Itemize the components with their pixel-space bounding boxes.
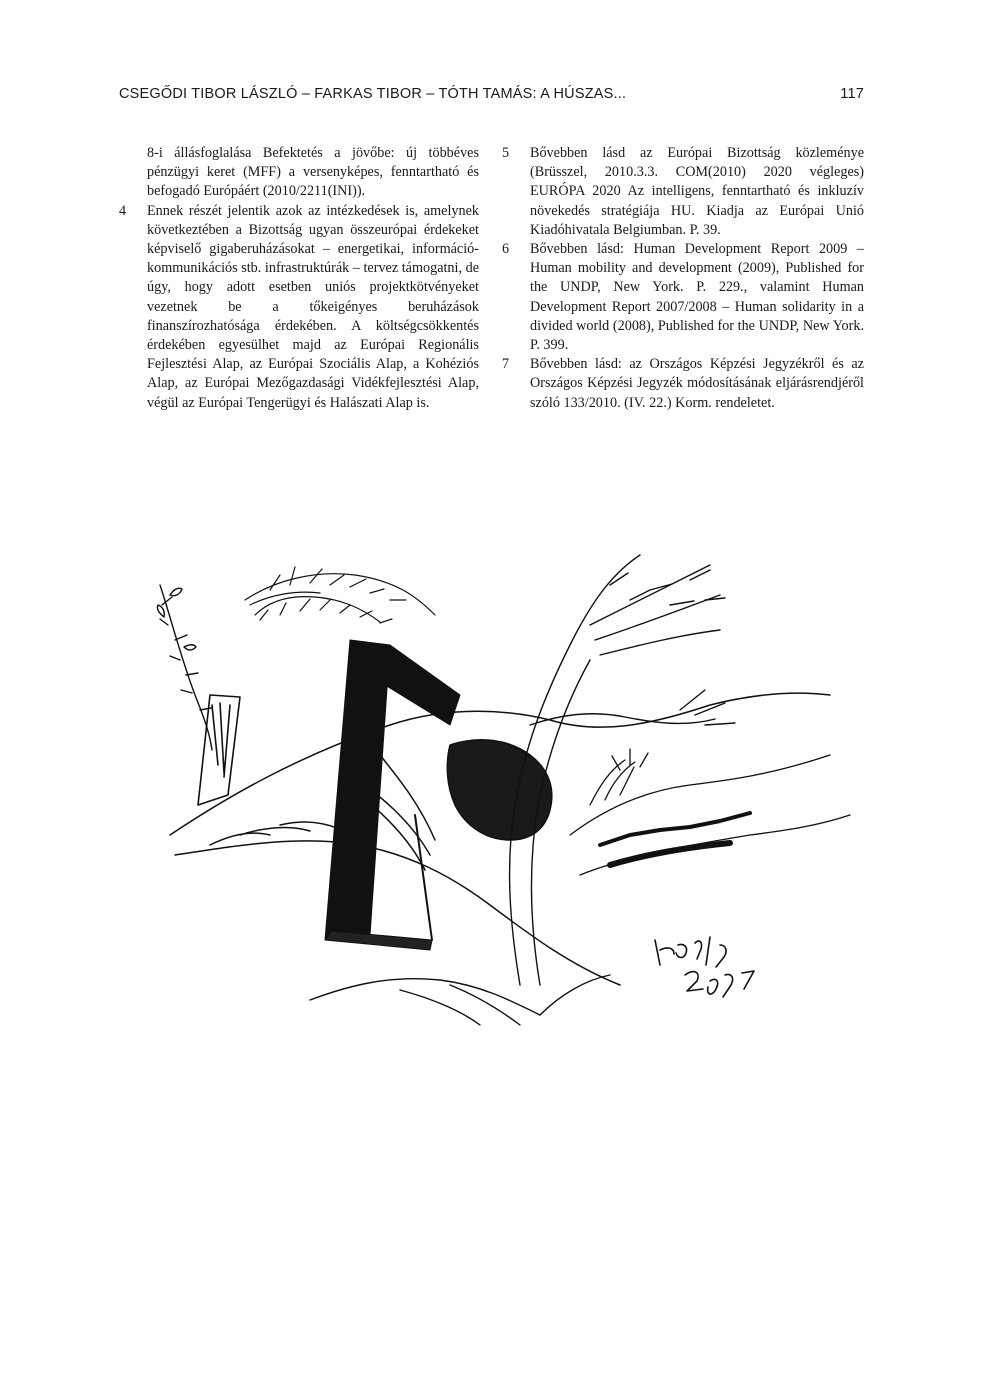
sprig-left — [157, 585, 212, 750]
footnote-text: Bővebben lásd: Human Development Report 2009 – Human mobility and development (2009), Published for the UNDP, New York. P. 229., valamint Human Development Report 2007/2008 – Human solidarity in a divided world (2008), Published for the UNDP, New York. P. 399. — [530, 241, 864, 354]
right-column — [502, 144, 864, 413]
running-head — [119, 86, 864, 108]
footnote-number: 7 — [502, 356, 510, 373]
footnote-text: Bővebben lásd az Európai Bizottság közleménye (Brüsszel, 2010.3.3. COM(2010) 2020 végleges) EURÓPA 2020 Az intelligens, fenntartható és inkluzív növekedés stratégiája HU. Kiadja az Európai Unió Kiadóhivatala Belgiumban. P. 39. — [530, 145, 864, 238]
footnote-continuation-text: 8-i állásfoglalása Befektetés a jövőbe: új többéves pénzügyi keret (MFF) a versenyképes, fenntartható és befogadó Európáért (2010/2211(INI)). — [147, 145, 479, 200]
footnote-text: Bővebben lásd: az Országos Képzési Jegyzékről és az Országos Képzési Jegyzék módosításának eljárásrendjéről szóló 133/2010. (IV. 22.) Korm. rendeletet. — [530, 356, 864, 411]
ink-illustration — [150, 545, 890, 1045]
footnote-4 — [119, 202, 479, 413]
roots-bottom — [310, 975, 610, 1025]
post-left — [198, 695, 240, 805]
footnote-number: 4 — [119, 202, 127, 219]
footnote-number: 5 — [502, 145, 510, 161]
artist-signature — [655, 937, 754, 997]
figure-body — [170, 693, 830, 985]
foliage-lower-right — [570, 749, 850, 875]
running-title: CSEGŐDI TIBOR LÁSZLÓ – FARKAS TIBOR – TÓTH TAMÁS: A HÚSZAS... — [119, 86, 627, 102]
footnote-7 — [502, 355, 864, 413]
foliage-top — [245, 567, 435, 623]
cross-frame — [325, 640, 460, 950]
footnote-6 — [502, 240, 864, 355]
footnote-text: Ennek részét jelentik azok az intézkedések is, amelynek következtében a Bizottság ugyan összeurópai érdekeket képviselő gigaberuházásokat – energetikai, információ-kommunikációs stb. infrastruktúrák – tervez támogatni, de úgy, hogy adott esetben uniós projektkötvényeket vezetnek be a tőkeigényes beruházások finanszírozhatósága érdekében. A költségcsökkentés érdekében egyesülhet majd az Európai Regionális Fejlesztési Alap, az Európai Szociális Alap, a Kohéziós Alap, az Európai Mezőgazdasági Vidékfejlesztési Alap, végül az Európai Tengerügyi és Halászati Alap is. — [147, 202, 479, 411]
footnote-5 — [502, 144, 864, 240]
left-column — [119, 144, 479, 413]
footnote-continuation — [119, 144, 479, 202]
page-number: 117 — [840, 86, 864, 102]
ink-drawing — [150, 545, 890, 1045]
footnote-number: 6 — [502, 241, 510, 258]
